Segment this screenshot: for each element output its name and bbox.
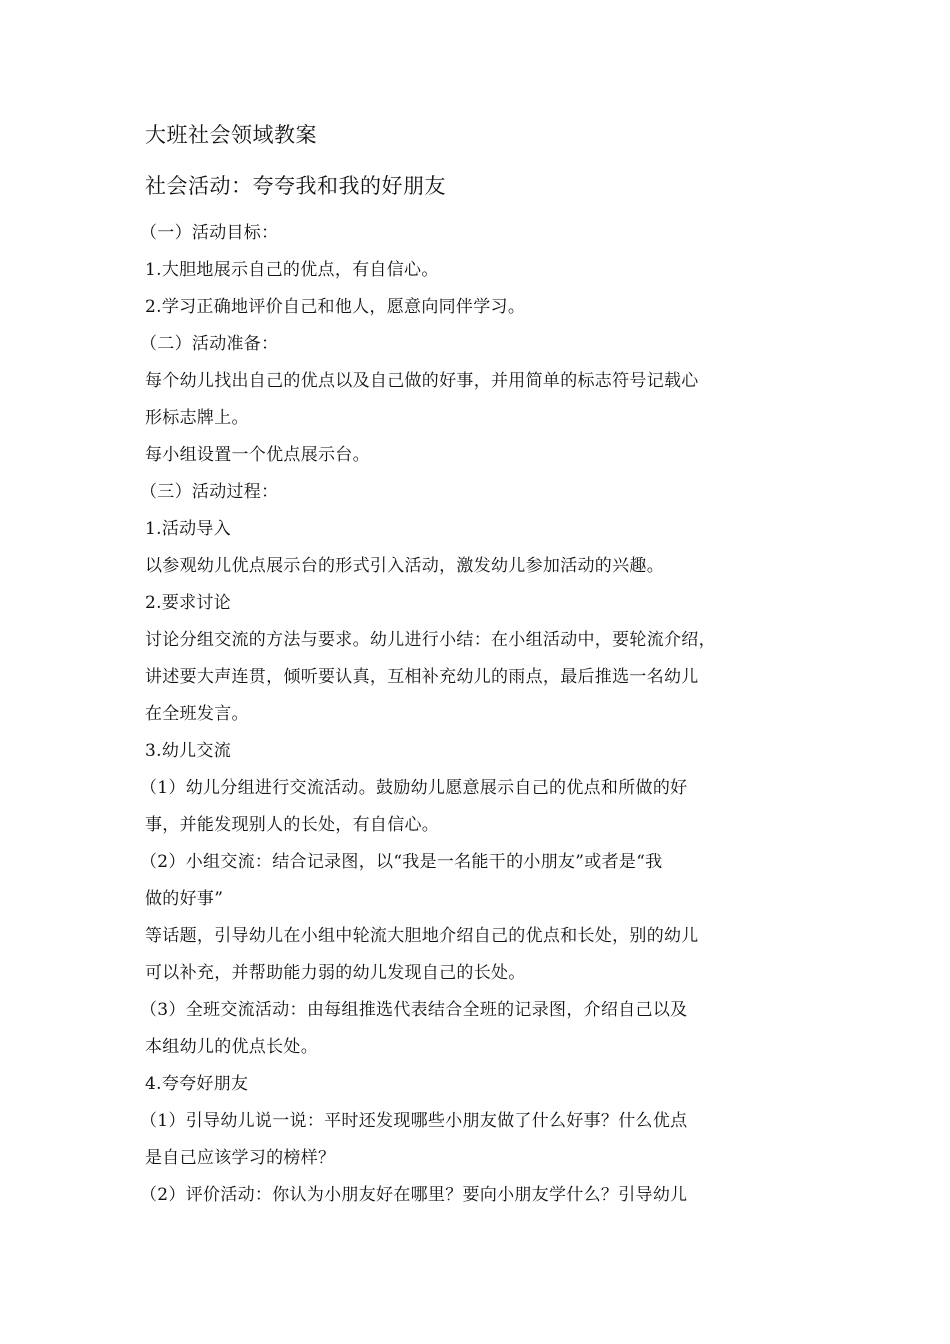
paragraph-line: 形标志牌上。 (145, 408, 249, 428)
paragraph-line: （2）评价活动：你认为小朋友好在哪里？要向小朋友学什么？引导幼儿 (140, 1185, 688, 1205)
paragraph-line: 在全班发言。 (145, 704, 249, 724)
paragraph-line: 可以补充，并帮助能力弱的幼儿发现自己的长处。 (145, 963, 526, 983)
paragraph-line: （2）小组交流：结合记录图，以“我是一名能干的小朋友”或者是“我 (140, 852, 663, 872)
paragraph-line: 是自己应该学习的榜样？ (145, 1148, 336, 1168)
paragraph-line: 等话题，引导幼儿在小组中轮流大胆地介绍自己的优点和长处，别的幼儿 (145, 926, 699, 946)
step-heading: 1.活动导入 (145, 519, 232, 539)
paragraph-line: （1）引导幼儿说一说：平时还发现哪些小朋友做了什么好事？什么优点 (140, 1111, 688, 1131)
section-heading-process: （三）活动过程： (140, 482, 279, 502)
paragraph-line: 本组幼儿的优点长处。 (145, 1037, 318, 1057)
step-heading: 2.要求讨论 (145, 593, 232, 613)
document-title: 大班社会领域教案 (145, 123, 317, 147)
step-heading: 4.夸夸好朋友 (145, 1074, 249, 1094)
paragraph-line: 每个幼儿找出自己的优点以及自己做的好事，并用简单的标志符号记载心 (145, 371, 699, 391)
paragraph-line: 每小组设置一个优点展示台。 (145, 445, 370, 465)
paragraph-line: 事，并能发现别人的长处，有自信心。 (145, 815, 440, 835)
paragraph-line: 讨论分组交流的方法与要求。幼儿进行小结：在小组活动中，要轮流介绍， (145, 630, 716, 650)
step-heading: 3.幼儿交流 (145, 741, 232, 761)
paragraph-line: （3）全班交流活动：由每组推选代表结合全班的记录图，介绍自己以及 (140, 1000, 688, 1020)
paragraph-line: 讲述要大声连贯，倾听要认真，互相补充幼儿的雨点，最后推选一名幼儿 (145, 667, 699, 687)
document-subtitle: 社会活动：夸夸我和我的好朋友 (145, 174, 446, 198)
paragraph-line: （1）幼儿分组进行交流活动。鼓励幼儿愿意展示自己的优点和所做的好 (140, 778, 688, 798)
section-heading-goals: （一）活动目标： (140, 223, 279, 243)
paragraph-line: 1.大胆地展示自己的优点，有自信心。 (145, 260, 439, 280)
paragraph-line: 做的好事” (145, 889, 224, 909)
section-heading-preparation: （二）活动准备： (140, 334, 279, 354)
paragraph-line: 2.学习正确地评价自己和他人，愿意向同伴学习。 (145, 297, 526, 317)
paragraph-line: 以参观幼儿优点展示台的形式引入活动，激发幼儿参加活动的兴趣。 (145, 556, 664, 576)
